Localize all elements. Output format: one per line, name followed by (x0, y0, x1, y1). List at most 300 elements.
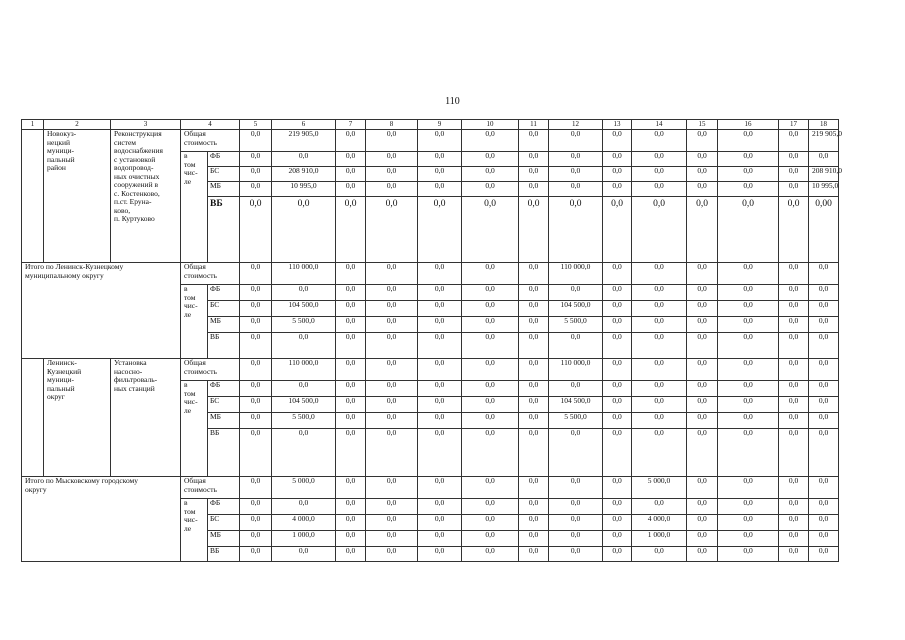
value-cell: 0,0 (519, 167, 549, 182)
value-cell: 0,0 (603, 397, 632, 413)
value-cell: 0,0 (687, 515, 718, 531)
value-cell: 0,0 (462, 317, 519, 333)
value-cell: 0,0 (336, 359, 366, 381)
value-cell: 0,0 (632, 285, 687, 301)
table-row (22, 263, 839, 285)
value-cell: 0,0 (718, 397, 779, 413)
value-cell: 0,0 (549, 285, 603, 301)
funding-source: БС (208, 515, 240, 531)
value-cell: 0,0 (687, 301, 718, 317)
value-cell: 0,0 (462, 429, 519, 477)
value-cell: 0,0 (418, 130, 462, 152)
value-cell: 0,0 (418, 381, 462, 397)
value-cell: 0,0 (687, 182, 718, 197)
column-number: 8 (366, 120, 418, 130)
value-cell: 0,0 (687, 381, 718, 397)
value-cell: 0,0 (779, 429, 809, 477)
value-cell: 0,0 (603, 333, 632, 359)
value-cell: 0,0 (718, 317, 779, 333)
funding-source: ФБ (208, 152, 240, 167)
value-cell: 0,0 (718, 381, 779, 397)
value-cell: 0,0 (519, 263, 549, 285)
value-cell: 0,0 (687, 531, 718, 547)
funding-source: БС (208, 301, 240, 317)
value-cell: 0,0 (549, 531, 603, 547)
value-cell: 0,0 (366, 333, 418, 359)
column-number: 1 (22, 120, 44, 130)
value-cell: 0,0 (632, 182, 687, 197)
value-cell: 0,0 (519, 531, 549, 547)
value-cell: 0,0 (366, 263, 418, 285)
value-cell: 0,0 (549, 515, 603, 531)
value-cell: 0,0 (809, 152, 839, 167)
municipality-name: Ленинск- Кузнецкий муници- пальный округ (44, 359, 111, 477)
value-cell: 0,0 (687, 167, 718, 182)
value-cell: 0,0 (603, 152, 632, 167)
funding-source: БС (208, 167, 240, 182)
value-cell: 0,0 (718, 182, 779, 197)
value-cell: 0,0 (366, 499, 418, 515)
value-cell: 0,0 (462, 263, 519, 285)
value-cell: 0,0 (632, 547, 687, 562)
value-cell: 0,0 (687, 285, 718, 301)
value-cell: 0,0 (687, 359, 718, 381)
funding-source: БС (208, 397, 240, 413)
value-cell: 0,0 (366, 152, 418, 167)
value-cell: 0,0 (809, 317, 839, 333)
value-cell: 1 000,0 (272, 531, 336, 547)
value-cell: 0,0 (462, 182, 519, 197)
value-cell: 0,0 (240, 359, 272, 381)
including-label: в том чис- ле (181, 285, 208, 359)
value-cell: 0,0 (809, 381, 839, 397)
value-cell: 0,0 (519, 182, 549, 197)
project-name: Реконструкция систем водоснабжения с установкой водопровод- ных очистных сооружений в с. Костенково, п.ст. Ерунa- ково, п. Куртуково (111, 130, 181, 263)
budget-table-body (22, 120, 842, 562)
value-cell: 0,0 (366, 130, 418, 152)
value-cell: 0,0 (366, 547, 418, 562)
value-cell: 104 500,0 (272, 301, 336, 317)
value-cell: 104 500,0 (549, 397, 603, 413)
value-cell: 1 000,0 (632, 531, 687, 547)
value-cell: 0,0 (418, 429, 462, 477)
value-cell: 0,0 (603, 182, 632, 197)
value-cell: 110 000,0 (272, 359, 336, 381)
value-cell: 0,0 (336, 167, 366, 182)
funding-source: ФБ (208, 285, 240, 301)
value-cell: 0,0 (462, 130, 519, 152)
value-cell: 0,0 (272, 152, 336, 167)
municipality-name: Новокуз- нецкий муници- пальный район (44, 130, 111, 263)
value-cell: 5 000,0 (632, 477, 687, 499)
value-cell: 0,0 (718, 531, 779, 547)
value-cell: 0,0 (240, 285, 272, 301)
column-number: 3 (111, 120, 181, 130)
value-cell: 0,0 (272, 333, 336, 359)
value-cell: 0,0 (779, 381, 809, 397)
funding-source: МБ (208, 182, 240, 197)
column-number: 15 (687, 120, 718, 130)
value-cell: 0,0 (809, 263, 839, 285)
value-cell: 0,0 (462, 301, 519, 317)
value-cell: 208 910,0 (809, 167, 839, 182)
value-cell: 0,0 (632, 333, 687, 359)
column-number: 4 (181, 120, 240, 130)
value-cell: 0,0 (462, 197, 519, 263)
value-cell: 0,0 (462, 285, 519, 301)
column-number: 12 (549, 120, 603, 130)
value-cell: 0,0 (809, 547, 839, 562)
value-cell: 4 000,0 (632, 515, 687, 531)
value-cell: 0,0 (366, 515, 418, 531)
value-cell: 0,0 (603, 547, 632, 562)
value-cell: 0,0 (366, 301, 418, 317)
column-number: 11 (519, 120, 549, 130)
value-cell: 0,0 (240, 197, 272, 263)
value-cell: 0,0 (549, 197, 603, 263)
value-cell: 0,0 (519, 413, 549, 429)
value-cell: 0,0 (519, 130, 549, 152)
value-cell: 0,0 (519, 333, 549, 359)
value-cell: 0,0 (240, 477, 272, 499)
value-cell: 0,0 (687, 317, 718, 333)
value-cell: 0,0 (549, 381, 603, 397)
value-cell: 0,0 (603, 477, 632, 499)
value-cell: 0,0 (418, 333, 462, 359)
value-cell: 0,0 (603, 167, 632, 182)
value-cell: 0,0 (519, 317, 549, 333)
value-cell: 0,0 (336, 197, 366, 263)
column-number: 5 (240, 120, 272, 130)
column-number: 6 (272, 120, 336, 130)
value-cell: 0,0 (240, 397, 272, 413)
value-cell: 0,0 (519, 429, 549, 477)
total-cost-label: Общая стоимость (181, 130, 240, 152)
value-cell: 0,0 (718, 152, 779, 167)
value-cell: 0,0 (632, 197, 687, 263)
value-cell: 0,0 (418, 263, 462, 285)
value-cell: 0,0 (366, 197, 418, 263)
value-cell: 0,0 (809, 333, 839, 359)
value-cell: 0,0 (549, 130, 603, 152)
value-cell: 0,0 (718, 333, 779, 359)
value-cell: 0,0 (336, 130, 366, 152)
value-cell: 0,0 (418, 317, 462, 333)
value-cell: 0,0 (632, 263, 687, 285)
value-cell: 0,0 (519, 152, 549, 167)
value-cell: 0,0 (418, 197, 462, 263)
value-cell: 0,0 (779, 130, 809, 152)
value-cell: 0,0 (687, 499, 718, 515)
subtotal-title: Итого по Ленинск-Кузнецкому муниципальному округу (22, 263, 181, 359)
value-cell: 0,0 (336, 182, 366, 197)
value-cell: 0,0 (418, 152, 462, 167)
value-cell: 0,0 (549, 182, 603, 197)
row-number-cell (22, 130, 44, 263)
value-cell: 0,0 (272, 429, 336, 477)
value-cell: 0,0 (809, 515, 839, 531)
value-cell: 0,0 (549, 429, 603, 477)
funding-source: ФБ (208, 499, 240, 515)
table-row (22, 130, 839, 152)
value-cell: 0,0 (519, 499, 549, 515)
value-cell: 0,0 (687, 429, 718, 477)
value-cell: 0,0 (240, 429, 272, 477)
value-cell: 0,0 (809, 499, 839, 515)
value-cell: 0,0 (603, 130, 632, 152)
value-cell: 10 995,0 (272, 182, 336, 197)
value-cell: 0,0 (336, 515, 366, 531)
value-cell: 0,0 (240, 381, 272, 397)
value-cell: 0,0 (240, 531, 272, 547)
value-cell: 0,0 (336, 531, 366, 547)
value-cell: 5 500,0 (549, 317, 603, 333)
value-cell: 0,0 (366, 477, 418, 499)
value-cell: 0,0 (272, 381, 336, 397)
column-number: 16 (718, 120, 779, 130)
value-cell: 0,0 (418, 301, 462, 317)
value-cell: 0,0 (809, 531, 839, 547)
value-cell: 0,0 (519, 477, 549, 499)
value-cell: 0,0 (336, 381, 366, 397)
value-cell: 0,0 (632, 317, 687, 333)
value-cell: 0,0 (519, 197, 549, 263)
value-cell: 104 500,0 (549, 301, 603, 317)
value-cell: 5 500,0 (272, 413, 336, 429)
value-cell: 0,0 (366, 413, 418, 429)
value-cell: 0,0 (687, 333, 718, 359)
value-cell: 0,0 (366, 429, 418, 477)
value-cell: 5 500,0 (272, 317, 336, 333)
value-cell: 0,0 (632, 413, 687, 429)
value-cell: 0,0 (687, 547, 718, 562)
value-cell: 0,0 (240, 130, 272, 152)
value-cell: 0,0 (549, 547, 603, 562)
column-number: 13 (603, 120, 632, 130)
total-cost-label: Общая стоимость (181, 263, 240, 285)
value-cell: 0,0 (632, 301, 687, 317)
value-cell: 0,0 (549, 167, 603, 182)
value-cell: 0,0 (418, 167, 462, 182)
value-cell: 10 995,0 (809, 182, 839, 197)
value-cell: 0,0 (687, 413, 718, 429)
value-cell: 0,0 (462, 333, 519, 359)
value-cell: 0,0 (603, 381, 632, 397)
value-cell: 0,0 (779, 547, 809, 562)
column-number: 17 (779, 120, 809, 130)
funding-source: МБ (208, 531, 240, 547)
value-cell: 4 000,0 (272, 515, 336, 531)
column-number: 10 (462, 120, 519, 130)
value-cell: 0,0 (418, 285, 462, 301)
value-cell: 0,0 (632, 397, 687, 413)
value-cell: 0,0 (718, 285, 779, 301)
value-cell: 0,0 (272, 499, 336, 515)
including-label: в том чис- ле (181, 499, 208, 562)
value-cell: 0,0 (336, 263, 366, 285)
value-cell: 0,0 (240, 167, 272, 182)
value-cell: 0,0 (519, 547, 549, 562)
value-cell: 0,0 (718, 413, 779, 429)
value-cell: 0,0 (718, 301, 779, 317)
value-cell: 0,0 (779, 333, 809, 359)
value-cell: 0,0 (240, 547, 272, 562)
value-cell: 0,0 (632, 499, 687, 515)
value-cell: 0,0 (779, 531, 809, 547)
column-number: 14 (632, 120, 687, 130)
value-cell: 0,0 (779, 182, 809, 197)
value-cell: 0,0 (418, 477, 462, 499)
value-cell: 0,0 (366, 285, 418, 301)
value-cell: 0,0 (687, 152, 718, 167)
value-cell: 0,0 (519, 285, 549, 301)
value-cell: 0,0 (336, 499, 366, 515)
column-number: 2 (44, 120, 111, 130)
value-cell: 0,0 (718, 477, 779, 499)
value-cell: 0,0 (809, 429, 839, 477)
value-cell: 0,0 (549, 333, 603, 359)
value-cell: 0,0 (603, 317, 632, 333)
value-cell: 0,0 (418, 499, 462, 515)
value-cell: 0,0 (603, 413, 632, 429)
value-cell: 0,0 (779, 397, 809, 413)
value-cell: 0,0 (718, 359, 779, 381)
value-cell: 0,0 (687, 197, 718, 263)
value-cell: 0,0 (718, 499, 779, 515)
value-cell: 0,0 (519, 359, 549, 381)
value-cell: 0,0 (603, 301, 632, 317)
value-cell: 110 000,0 (272, 263, 336, 285)
column-number-row (22, 120, 839, 130)
table-row (22, 477, 839, 499)
value-cell: 0,0 (462, 531, 519, 547)
value-cell: 0,0 (336, 477, 366, 499)
value-cell: 0,0 (603, 285, 632, 301)
value-cell: 0,0 (462, 167, 519, 182)
value-cell: 0,0 (462, 477, 519, 499)
value-cell: 0,0 (462, 515, 519, 531)
funding-source: ВБ (208, 333, 240, 359)
value-cell: 0,0 (462, 152, 519, 167)
value-cell: 0,0 (336, 397, 366, 413)
value-cell: 0,0 (272, 547, 336, 562)
row-number-cell (22, 359, 44, 477)
value-cell: 0,0 (549, 152, 603, 167)
funding-source: ВБ (208, 429, 240, 477)
column-number: 18 (809, 120, 839, 130)
value-cell: 0,0 (336, 317, 366, 333)
value-cell: 0,0 (366, 381, 418, 397)
value-cell: 0,0 (603, 197, 632, 263)
value-cell: 0,0 (418, 413, 462, 429)
value-cell: 0,0 (366, 317, 418, 333)
column-number: 7 (336, 120, 366, 130)
funding-source: ФБ (208, 381, 240, 397)
value-cell: 0,0 (809, 285, 839, 301)
value-cell: 0,0 (718, 429, 779, 477)
value-cell: 0,0 (272, 285, 336, 301)
value-cell: 0,0 (462, 397, 519, 413)
value-cell: 0,0 (240, 152, 272, 167)
value-cell: 0,0 (336, 152, 366, 167)
value-cell: 0,0 (603, 515, 632, 531)
value-cell: 0,0 (779, 413, 809, 429)
value-cell: 0,0 (718, 515, 779, 531)
value-cell: 0,0 (336, 429, 366, 477)
value-cell: 0,0 (779, 263, 809, 285)
value-cell: 0,0 (240, 263, 272, 285)
value-cell: 0,0 (549, 499, 603, 515)
value-cell: 0,0 (809, 413, 839, 429)
value-cell: 104 500,0 (272, 397, 336, 413)
value-cell: 0,0 (336, 301, 366, 317)
value-cell: 0,0 (687, 477, 718, 499)
value-cell: 0,0 (779, 477, 809, 499)
value-cell: 0,0 (718, 130, 779, 152)
value-cell: 0,0 (687, 397, 718, 413)
value-cell: 0,0 (366, 531, 418, 547)
value-cell: 0,0 (779, 301, 809, 317)
value-cell: 0,0 (603, 499, 632, 515)
value-cell: 0,0 (632, 130, 687, 152)
value-cell: 219 905,0 (272, 130, 336, 152)
value-cell: 0,0 (779, 167, 809, 182)
column-number: 9 (418, 120, 462, 130)
value-cell: 0,0 (687, 263, 718, 285)
value-cell: 0,0 (462, 359, 519, 381)
value-cell: 0,0 (632, 152, 687, 167)
value-cell: 0,0 (418, 547, 462, 562)
subtotal-title: Итого по Мысковскому городскому округу (22, 477, 181, 562)
budget-table (21, 119, 842, 562)
value-cell: 0,0 (603, 531, 632, 547)
value-cell: 0,0 (519, 397, 549, 413)
value-cell: 0,0 (519, 381, 549, 397)
value-cell: 0,0 (632, 167, 687, 182)
value-cell: 0,0 (418, 397, 462, 413)
funding-source: ВБ (208, 197, 240, 263)
value-cell: 5 500,0 (549, 413, 603, 429)
value-cell: 0,0 (519, 515, 549, 531)
value-cell: 0,0 (462, 381, 519, 397)
including-label: в том чис- ле (181, 152, 208, 263)
value-cell: 0,0 (462, 547, 519, 562)
value-cell: 0,0 (718, 547, 779, 562)
value-cell: 0,0 (240, 317, 272, 333)
value-cell: 5 000,0 (272, 477, 336, 499)
value-cell: 0,0 (809, 301, 839, 317)
funding-source: МБ (208, 317, 240, 333)
value-cell: 0,0 (336, 333, 366, 359)
value-cell: 0,0 (718, 197, 779, 263)
total-cost-label: Общая стоимость (181, 359, 240, 381)
value-cell: 0,0 (603, 359, 632, 381)
value-cell: 0,0 (603, 429, 632, 477)
value-cell: 0,0 (779, 197, 809, 263)
value-cell: 0,0 (779, 317, 809, 333)
value-cell: 0,0 (632, 429, 687, 477)
value-cell: 0,0 (240, 333, 272, 359)
table-row (22, 359, 839, 381)
value-cell: 0,0 (240, 413, 272, 429)
total-cost-label: Общая стоимость (181, 477, 240, 499)
value-cell: 0,0 (240, 515, 272, 531)
value-cell: 0,0 (687, 130, 718, 152)
value-cell: 0,0 (779, 515, 809, 531)
value-cell: 0,0 (240, 182, 272, 197)
value-cell: 0,0 (718, 263, 779, 285)
value-cell: 0,0 (519, 301, 549, 317)
